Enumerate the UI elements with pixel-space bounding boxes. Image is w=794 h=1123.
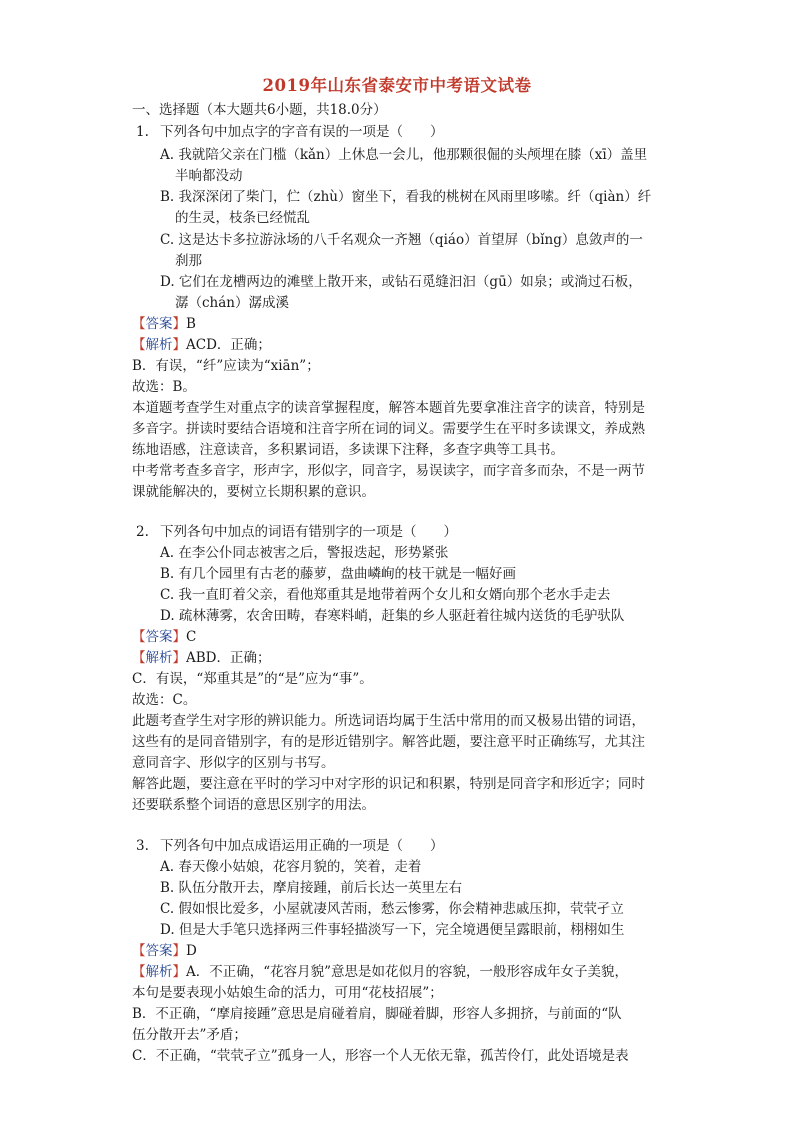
option-a-cont: 半晌都没动	[175, 168, 243, 184]
option-b: B. 有几个园里有古老的藤萝，盘曲嶙峋的枝干就是一幅好画	[160, 566, 517, 582]
analysis-line: 【解析】A．不正确，“花容月貌”意思是如花似月的容貌，一般形容成年女子美貌，	[132, 964, 629, 980]
page-title: 2019年山东省泰安市中考语文试卷	[262, 76, 532, 95]
analysis-text: 还要联系整个词语的意思区别字的用法。	[132, 797, 375, 813]
analysis-text: 故选：C。	[132, 692, 197, 708]
analysis-text: B．有误，“纤”应读为“xiān”；	[132, 358, 320, 374]
analysis-text: 多音字。拼读时要结合语境和注音字所在词的词义。需要学生在平时多读课文，养成熟	[132, 421, 645, 437]
option-c: C. 这是达卡多拉游泳场的八千名观众一齐翘（qiáo）首望屏（bǐng）息敛声的一	[160, 232, 643, 248]
option-b: B. 队伍分散开去，摩肩接踵，前后长达一英里左右	[160, 880, 463, 896]
analysis-text: C．不正确，“茕茕孑立”孤身一人，形容一个人无依无靠，孤苦伶仃，此处语境是表	[132, 1048, 629, 1064]
option-b-cont: 的生灵，枝条已经慌乱	[175, 210, 310, 226]
option-d: D. 疏林薄雾，农舍田畴，春寒料峭，赶集的乡人驱赶着往城内送货的毛驴驮队	[160, 608, 625, 624]
answer-line: 【答案】D	[132, 943, 197, 959]
analysis-line: 【解析】ABD．正确；	[132, 650, 271, 666]
analysis-text: C．有误，“郑重其是”的“是”应为“事”。	[132, 671, 373, 687]
analysis-text: 课就能解决的，要树立长期积累的意识。	[132, 484, 375, 500]
option-b: B. 我深深闭了柴门，伫（zhù）窗坐下，看我的桃树在风雨里哆嗦。纤（qiàn）纤	[160, 189, 652, 205]
answer-value: C	[186, 629, 197, 645]
option-a: A. 在李公仆同志被害之后，警报迭起，形势紧张	[160, 545, 449, 561]
analysis-text: 中考常考查多音字，形声字，形似字，同音字，易误读字，而字音多而杂，不是一两节	[132, 463, 645, 479]
analysis-text: 解答此题，要注意在平时的学习中对字形的识记和积累，特别是同音字和形近字；同时	[132, 776, 645, 792]
option-a: A. 春天像小姑娘，花容月貌的，笑着，走着	[160, 859, 422, 875]
option-c: C. 我一直盯着父亲，看他郑重其是地带着两个女儿和女婿向那个老水手走去	[160, 587, 611, 603]
option-c-cont: 刹那	[175, 253, 202, 269]
analysis-text: 意同音字、形似字的区别与书写。	[132, 755, 335, 771]
option-d-cont: 潺（chán）潺成溪	[175, 295, 289, 311]
answer-line: 【答案】B	[132, 316, 196, 332]
analysis-text: 这些有的是同音错别字，有的是形近错别字。解答此题，要注意平时正确练写，尤其注	[132, 734, 645, 750]
option-a: A. 我就陪父亲在门槛（kǎn）上休息一会儿，他那颗很倔的头颅埋在膝（xī）盖里	[160, 147, 648, 163]
question-number: 2.	[136, 524, 149, 540]
option-d: D. 它们在龙槽两边的滩壁上散开来，或钻石觅缝汩汩（gū）如泉；或淌过石板，	[160, 274, 642, 290]
section-heading: 一、选择题（本大题共6小题，共18.0分）	[132, 102, 387, 118]
answer-value: D	[186, 943, 197, 959]
analysis-text: 此题考查学生对字形的辨识能力。所选词语均属于生活中常用的而又极易出错的词语，	[132, 713, 645, 729]
question-stem: 下列各句中加点成语运用正确的一项是（ ）	[160, 838, 444, 854]
question-stem: 下列各句中加点字的字音有误的一项是（ ）	[160, 124, 444, 140]
analysis-text: B．不正确，“摩肩接踵”意思是肩碰着肩，脚碰着脚，形容人多拥挤，与前面的“队	[132, 1006, 622, 1022]
question-number: 1.	[136, 124, 149, 140]
answer-line: 【答案】C	[132, 629, 197, 645]
analysis-text: 故选：B。	[132, 379, 196, 395]
analysis-text: 本句是要表现小姑娘生命的活力，可用“花枝招展”；	[132, 985, 443, 1001]
analysis-text: 练地语感，注意读音，多积累词语，多读课下注释，多查字典等工具书。	[132, 442, 564, 458]
question-stem: 下列各句中加点的词语有错别字的一项是（ ）	[160, 524, 457, 540]
analysis-line: 【解析】ACD．正确；	[132, 337, 271, 353]
answer-value: B	[186, 316, 196, 332]
analysis-text: 本道题考查学生对重点字的读音掌握程度，解答本题首先要拿准注音字的读音，特别是	[132, 400, 645, 416]
analysis-text: 伍分散开去”矛盾；	[132, 1027, 247, 1043]
option-d: D. 但是大手笔只选择两三件事轻描淡写一下，完全境遇便呈露眼前，栩栩如生	[160, 922, 625, 938]
option-c: C. 假如恨比爱多，小屋就凄风苦雨，愁云惨雾，你会精神悲戚压抑，茕茕孑立	[160, 901, 624, 917]
question-number: 3.	[136, 838, 149, 854]
